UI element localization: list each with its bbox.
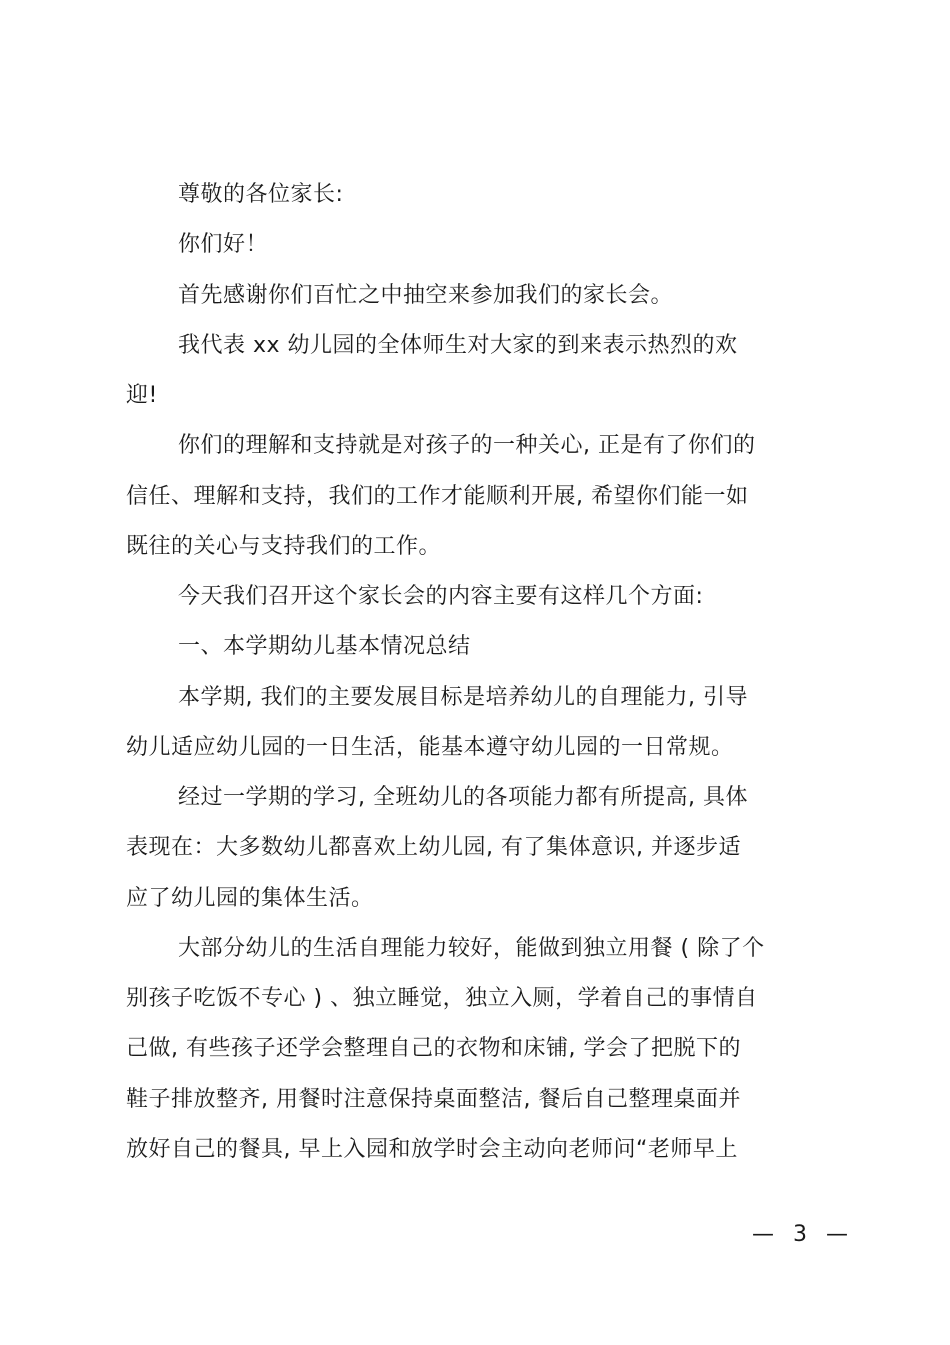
paragraph-line: 首先感谢你们百忙之中抽空来参加我们的家长会。	[178, 283, 674, 308]
paragraph-line: 信任、理解和支持，我们的工作才能顺利开展, 希望你们能一如	[126, 484, 749, 509]
page-number: — 3 —	[752, 1222, 854, 1247]
paragraph-line: 己做, 有些孩子还学会整理自己的衣物和床铺, 学会了把脱下的	[126, 1036, 741, 1061]
paragraph-line: 大部分幼儿的生活自理能力较好，能做到独立用餐 ( 除了个	[178, 936, 765, 961]
paragraph-line: 别孩子吃饭不专心 ) 、独立睡觉，独立入厕，学着自己的事情自	[126, 986, 758, 1011]
greeting: 你们好！	[178, 232, 269, 257]
section-heading: 一、本学期幼儿基本情况总结	[178, 634, 471, 659]
paragraph-line: 放好自己的餐具, 早上入园和放学时会主动向老师问“老师早上	[126, 1137, 738, 1162]
paragraph-line: 幼儿适应幼儿园的一日生活，能基本遵守幼儿园的一日常规。	[126, 735, 734, 760]
paragraph-line: 今天我们召开这个家长会的内容主要有这样几个方面:	[178, 584, 704, 609]
paragraph-line: 本学期, 我们的主要发展目标是培养幼儿的自理能力, 引导	[178, 685, 748, 710]
salutation: 尊敬的各位家长:	[178, 182, 344, 207]
paragraph-line: 表现在：大多数幼儿都喜欢上幼儿园, 有了集体意识, 并逐步适	[126, 835, 741, 860]
paragraph-line: 你们的理解和支持就是对孩子的一种关心, 正是有了你们的	[178, 433, 756, 458]
paragraph-line: 应了幼儿园的集体生活。	[126, 886, 374, 911]
paragraph-line: 迎!	[126, 383, 158, 408]
paragraph-line: 既往的关心与支持我们的工作。	[126, 534, 442, 559]
paragraph-line: 我代表 xx 幼儿园的全体师生对大家的到来表示热烈的欢	[178, 333, 738, 358]
paragraph-line: 经过一学期的学习, 全班幼儿的各项能力都有所提高, 具体	[178, 785, 748, 810]
paragraph-line: 鞋子排放整齐, 用餐时注意保持桌面整洁, 餐后自己整理桌面并	[126, 1087, 741, 1112]
